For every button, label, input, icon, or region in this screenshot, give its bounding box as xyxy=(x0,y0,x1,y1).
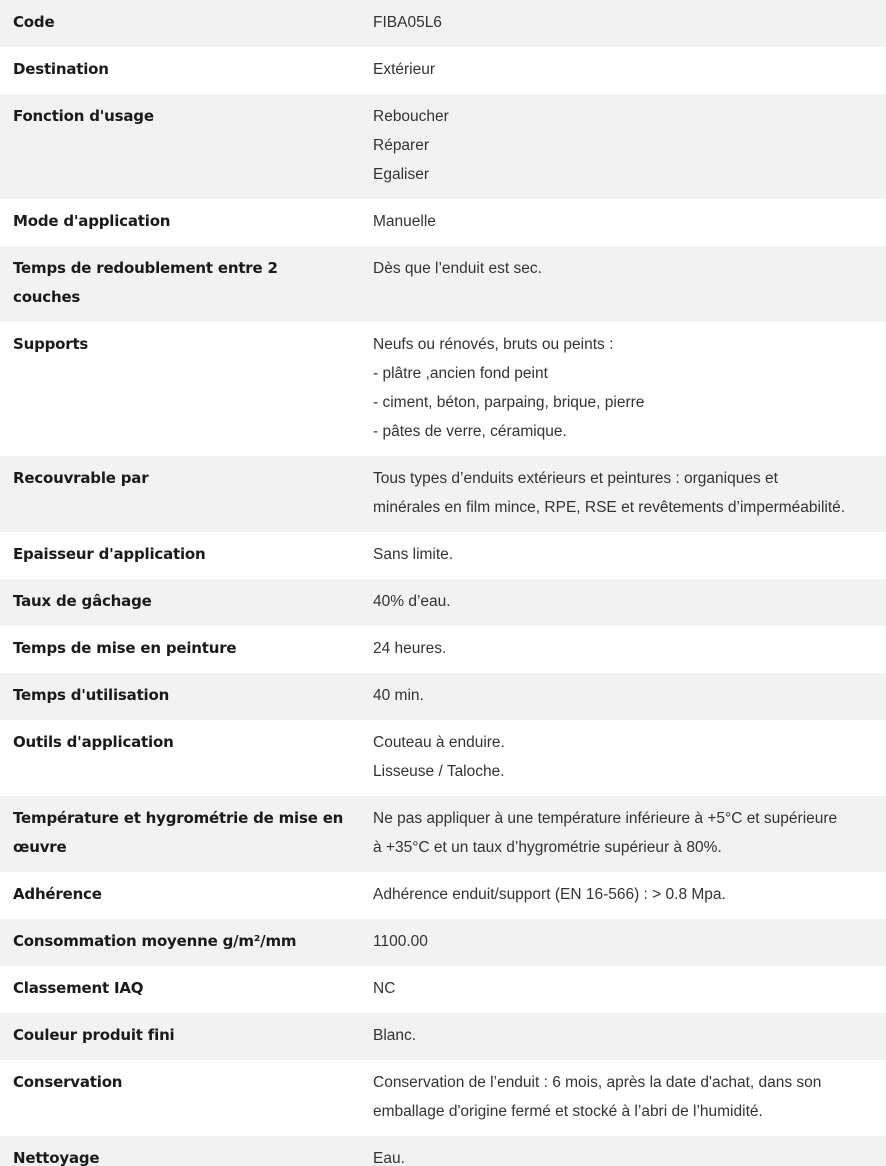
table-row xyxy=(0,919,886,966)
row-label: Fonction d'usage xyxy=(13,107,154,125)
value-line: 24 heures. xyxy=(373,640,447,657)
table-row xyxy=(0,532,886,579)
value-line: Tous types d’enduits extérieurs et peintures : organiques et xyxy=(373,470,778,487)
row-value xyxy=(360,587,886,616)
row-label: Epaisseur d'application xyxy=(13,545,206,563)
table-row xyxy=(0,673,886,720)
row-value xyxy=(360,540,886,569)
table-row xyxy=(0,579,886,626)
row-value xyxy=(360,464,886,522)
table-row xyxy=(0,322,886,456)
table-row xyxy=(0,47,886,94)
value-line: Ne pas appliquer à une température inférieure à +5°C et supérieure xyxy=(373,810,838,827)
value-line: Neufs ou rénovés, bruts ou peints : xyxy=(373,336,614,353)
row-value xyxy=(360,804,886,862)
row-value xyxy=(360,681,886,710)
value-line: Egaliser xyxy=(373,166,429,183)
row-label: Consommation moyenne g/m²/mm xyxy=(13,932,297,950)
row-label: Conservation xyxy=(13,1073,123,1091)
row-value xyxy=(360,634,886,663)
table-row xyxy=(0,94,886,199)
row-value xyxy=(360,1068,886,1126)
row-label: Temps d'utilisation xyxy=(13,686,170,704)
value-line: FIBA05L6 xyxy=(373,14,442,31)
table-row xyxy=(0,0,886,47)
value-line: à +35°C et un taux d’hygrométrie supérieur à 80%. xyxy=(373,839,722,856)
value-line: minérales en film mince, RPE, RSE et revêtements d’imperméabilité. xyxy=(373,499,846,516)
row-label: Couleur produit fini xyxy=(13,1026,175,1044)
table-row xyxy=(0,199,886,246)
row-value xyxy=(360,974,886,1003)
table-row xyxy=(0,626,886,673)
value-line: Conservation de l’enduit : 6 mois, après la date d'achat, dans son xyxy=(373,1074,822,1091)
row-value xyxy=(360,8,886,37)
row-value xyxy=(360,728,886,786)
value-line: NC xyxy=(373,980,396,997)
value-line: - plâtre ,ancien fond peint xyxy=(373,365,548,382)
row-label: Adhérence xyxy=(13,885,102,903)
row-label: Nettoyage xyxy=(13,1149,100,1166)
row-value xyxy=(360,1144,886,1166)
value-line: Adhérence enduit/support (EN 16-566) : > 0.8 Mpa. xyxy=(373,886,726,903)
table-row xyxy=(0,1013,886,1060)
row-value xyxy=(360,254,886,312)
value-line: Blanc. xyxy=(373,1027,417,1044)
row-label: Taux de gâchage xyxy=(13,592,152,610)
table-row xyxy=(0,966,886,1013)
value-line: Eau. xyxy=(373,1150,405,1166)
row-label: Recouvrable par xyxy=(13,469,149,487)
value-line: Reboucher xyxy=(373,108,449,125)
table-row xyxy=(0,872,886,919)
row-label: Code xyxy=(13,13,55,31)
value-line: Extérieur xyxy=(373,61,436,78)
row-label: Temps de redoublement entre 2 couches xyxy=(13,259,278,306)
row-label: Outils d'application xyxy=(13,733,174,751)
value-line: Dès que l’enduit est sec. xyxy=(373,260,542,277)
table-row xyxy=(0,1060,886,1136)
row-value xyxy=(360,880,886,909)
value-line: 1100.00 xyxy=(373,933,428,950)
row-label: Mode d'application xyxy=(13,212,171,230)
row-label: Température et hygrométrie de mise en œuvre xyxy=(13,809,344,856)
value-line: Réparer xyxy=(373,137,429,154)
table-row xyxy=(0,720,886,796)
row-value xyxy=(360,927,886,956)
table-row xyxy=(0,246,886,322)
row-value xyxy=(360,330,886,446)
value-line: Lisseuse / Taloche. xyxy=(373,763,505,780)
row-label: Temps de mise en peinture xyxy=(13,639,237,657)
value-line: 40% d’eau. xyxy=(373,593,451,610)
row-value xyxy=(360,207,886,236)
value-line: Sans limite. xyxy=(373,546,454,563)
row-label: Destination xyxy=(13,60,109,78)
table-row xyxy=(0,796,886,872)
row-label: Supports xyxy=(13,335,89,353)
row-value xyxy=(360,1021,886,1050)
value-line: 40 min. xyxy=(373,687,424,704)
value-line: Couteau à enduire. xyxy=(373,734,505,751)
value-line: - ciment, béton, parpaing, brique, pierre xyxy=(373,394,645,411)
table-row xyxy=(0,1136,886,1166)
value-line: - pâtes de verre, céramique. xyxy=(373,423,567,440)
row-label: Classement IAQ xyxy=(13,979,144,997)
row-value xyxy=(360,55,886,84)
value-line: Manuelle xyxy=(373,213,436,230)
row-value xyxy=(360,102,886,189)
table-row xyxy=(0,456,886,532)
value-line: emballage d'origine fermé et stocké à l’abri de l’humidité. xyxy=(373,1103,763,1120)
